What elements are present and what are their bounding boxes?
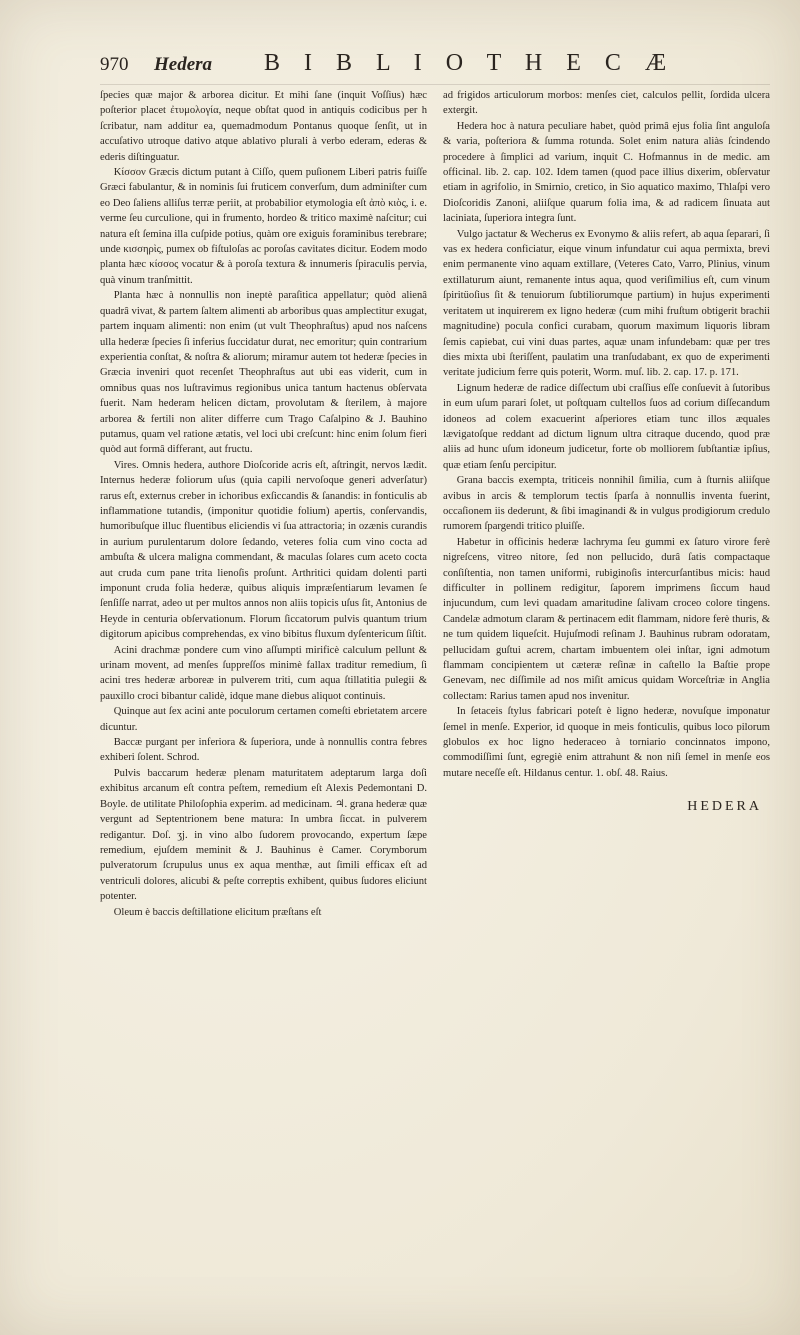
catchword: HEDERA xyxy=(687,799,762,815)
left-column xyxy=(100,88,427,920)
paragraph: Pulvis baccarum hederæ plenam maturitatem adeptarum larga doſi exhibitus arcanum eſt contra peſtem, remedium eſt Alexis Pedemontani D. Boyle. de utilitate Philoſophia experim. ad medicinam. ♃. grana hederæ quæ vergunt ad Septentrionem bene matura: In umbra ſiccat. in pulverem redigantur. Doſ. ʒj. in vino albo ſudorem provocando, expertum ſæpe remedium, ejuſdem meminit & J. Bauhinus è Camer. Corymborum pulveratorum ſcrupulus unus ex aqua menthæ, aut ſimili efficax eſt ad ventriculi dolores, alicubi & peſte correptis exhibent, quibus ſudores eliciunt potenter. xyxy=(100,767,427,903)
paragraph: Lignum hederæ de radice diſſectum ubi craſſius eſſe conſuevit à ſutoribus in eum uſum parari ſolet, ut poſtquam cultellos ſuos ad corium diſſecandum idoneos ad colem exacuerint aſperiores etiam tunc illos æquales lævigatoſque reddant ad dictum lignum ultra citraque ducendo, quod præ aliis ad hunc uſum idoneum judicetur, forte ob molliorem ſubſtantiæ ipſius, quæ etiam ſenſu percipitur. xyxy=(443,382,770,471)
paragraph: Oleum è baccis deſtillatione elicitum præſtans eſt xyxy=(113,906,322,918)
paragraph: ſpecies quæ major & arborea dicitur. Et mihi ſane (inquit Voſſius) hæc poſterior placet ἐτυμολογία, neque obſtat quod in antiquis codicibus per h ſcribatur, nam additur ea, quemadmodum Pontanus quoque ſenſit, ut in accuſativo utroque dativo atque ablativo plurali à verbo ederam, ederas & ederis diſtinguatur. xyxy=(100,90,427,163)
paragraph: ad frigidos articulorum morbos: menſes ciet, calculos pellit, ſordida ulcera extergit. xyxy=(443,90,770,117)
paragraph: In ſetaceis ſtylus fabricari poteſt è ligno hederæ, novuſque imponatur ſemel in menſe. Experior, id quoque in meis fonticulis, quibus loco pilorum globulos ex hoc ligno hederaceo à torniario concinnatos impono, commodiſſimi ſunt, egregiè enim attrahunt & non niſi ſemel in menſe eos mutare neceſſe eſt. Hildanus centur. 1. obſ. 48. Raius. xyxy=(443,706,770,779)
paragraph: Baccæ purgant per inferiora & ſuperiora, unde à nonnullis contra febres exhiberi ſolent. Schrod. xyxy=(100,737,427,764)
paragraph: Vires. Omnis hedera, authore Dioſcoride acris eſt, aſtringit, nervos lædit. Internus hederæ foliorum uſus (quia capili nervoſoque generi adverſatur) rarus eſt, externus creber in ichoribus exſiccandis & ſanandis: in fonticulis ab inflammatione tutandis, (imponitur quotidie folium) apertis, conſervandis, humoribuſque illuc fluentibus eliciendis vi ſua attractoria; in ozænis curandis in aurium purulentarum dolore ſedando, veteres folia cum vino cocta ad ambuſta & ulcera maligna commendant, & maculas ſolares cum aceto cocta aut cruda cum pane trita lienoſis proſunt. Arthritici quidam dolenti parti imponunt cruda folia hederæ, quibus aliquis impræſentiarum levamen ſe ſenſiſſe narrat, adeo ut per multos annos non aliis topicis uſus ſit, Antonius de Heyde in centuria obſervationum. Florum ſiccatorum pulvis quantum trium digitorum apicibus comprehendas, ex vino bibitus fluxum dyſentericum ſiſtit. xyxy=(100,459,427,641)
paragraph: Planta hæc à nonnullis non ineptè paraſitica appellatur; quòd alienâ quadrâ vivat, & partem ſaltem alimenti ab arboribus quas amplectitur exugat, partem inquam alimenti: non enim (ut vult Theophraſtus) apud nos naſcens ulla hederæ ſpecies ſi inferius ſuccidatur durat, nec emoritur; quin contrarium experientia conſtat, & noſtra & aliorum; miramur autem tot hederæ ſpecies in Græcia inveniri quot recenſet Theophraſtus aut ubi eas viderit, cum in omnibus quas nos luſtravimus regionibus unica tantum hactenus obſervata fuerit. Nam hederam helicen dictam, provolutam & ſterilem, à majore arborea & fertili non aliter differre cum Trago Caſalpino & J. Bauhino putamus, quam vel ratione ætatis, vel loci ubi creſcunt: hinc enim ſolum fieri quòd aut formâ differant, aut fructu. xyxy=(100,290,427,456)
running-head: B I B L I O T H E C Æ xyxy=(264,50,676,76)
text-columns xyxy=(100,88,770,920)
paragraph: Vulgo jactatur & Wecherus ex Evonymo & aliis refert, ab aqua ſeparari, ſi vas ex hedera conficiatur, eique vinum infundatur cui aqua permixta, brevi enim permanente vino aquam extillare, (Veteres Cato, Varro, Plinius, vinum extillaturum aiunt, remanente intus aqua, quod veriſimilius eſt, cum vinum ſpiritüoſius ſit & tenuiorum ſubtiliorumque partium) in hujus experimenti veritatem ut inquirerem ex ligno hederæ (cum mihi fruſtum obtigerit brachii magnitudine) pocula confici curabam, quorum maximum liquoris libram ſemis capiebat, cui vini duas partes, aquæ unam infundebam: quæ per tres dies mixta ubi ſteriſſent, paulatim una tranſudabant, ex quo de experimenti veritate judicium ferre quis poterit, Worm. muſ. lib. 2. cap. 17. p. 171. xyxy=(443,228,770,379)
right-column xyxy=(443,88,770,920)
page-number: 970 xyxy=(100,54,129,75)
paragraph: Acini drachmæ pondere cum vino aſſumpti mirificè calculum pellunt & urinam movent, ad menſes ſuppreſſos minimè fallax traditur remedium, ſi acini tres hederæ arboreæ in pulverem triti, cum aqua ſtillatitia pulegii & pauxillo croci bibantur calidè, idque mane diebus aliquot continuis. xyxy=(100,644,427,702)
paragraph: Quinque aut ſex acini ante poculorum certamen comeſti ebrietatem arcere dicuntur. xyxy=(100,706,427,733)
page-header xyxy=(100,50,770,85)
paragraph: Κίσσον Græcis dictum putant à Ciſſo, quem puſionem Liberi patris fuiſſe Græci fabulantur, & in nominis ſui fruticem converſum, dum adminiſter cum eo Deo ſaliens alliſus terræ periit, at probabilior etymologia eſt ἀπὸ κιὸς, i. e. verme ſeu curculione, qui in frumento, hordeo & tritico maximè naſcitur; cui natura eſt ſemina illa cuſpide potius, quàm ore exiguis foraminibus terebrare; unde κισσηρὶς, pumex ob fiſtuloſas ac poroſas cavitates dicitur. Eodem modo planta hæc κίσσος vocatur & à poroſa textura & innumeris ſpiraculis pervia, quà vinum tranſmittit. xyxy=(100,167,427,286)
paragraph: Habetur in officinis hederæ lachryma ſeu gummi ex ſaturo virore ferè nigreſcens, vitreo nitore, ſed non pellucido, durâ ſatis compactaque conſiſtentia, non tamen uniformi, rubiginoſis intercurſantibus micis: haud difficulter in pollinem redigitur, ſaporem imprimens ſiccum haud injucundum, cum levi quadam amaritudine ſalivam croceo colore tingens. Candelæ admotum claram & pertinacem edit flammam, nidore ferè thuris, & ne tum quidem liqueſcit. Hujuſmodi reſinam J. Bauhinus rubram odoratam, pellucidam guſtui acrem, chartam imbuentem olei inſtar, igni admotum flammam concipientem ut cæteræ reſinæ in caſtello la Baſtie prope Genevam, nec diſſimile ad nos miſit amicus quidam Worceſtriæ in Anglia collectam: Rarius tamen apud nos invenitur. xyxy=(443,536,770,702)
paragraph: Grana baccis exempta, triticeis nonnihil ſimilia, cum à ſturnis aliiſque avibus in arcis & templorum tectis ſparſa à nonnullis inventa fuerint, occaſionem iis dederunt, & ſibi imaginandi & in vulgus prodigiorum credulo rumorem ſpargendi tritico pluiſſe. xyxy=(443,475,770,533)
running-title: Hedera xyxy=(154,54,213,75)
paragraph: Hedera hoc à natura peculiare habet, quòd primâ ejus folia ſint anguloſa & varia, poſteriora & ſumma rotunda. Solet enim natura aliàs ſcindendo procedere à ſimplici ad varium, inquit C. Hofmannus in de medic. am officinal. lib. 2. cap. 102. Idem tamen (quod pace illius dixerim, obſervatur etiam in agrifolio, in Smirnio, cretico, in Sio aquatico maximo, Thlaſpi vero Dioſcoridis Zanoni, aliiſque quarum folia ima, & ad radicem ſinuata aut laciniata, ſuperiora integra ſunt. xyxy=(443,120,770,225)
